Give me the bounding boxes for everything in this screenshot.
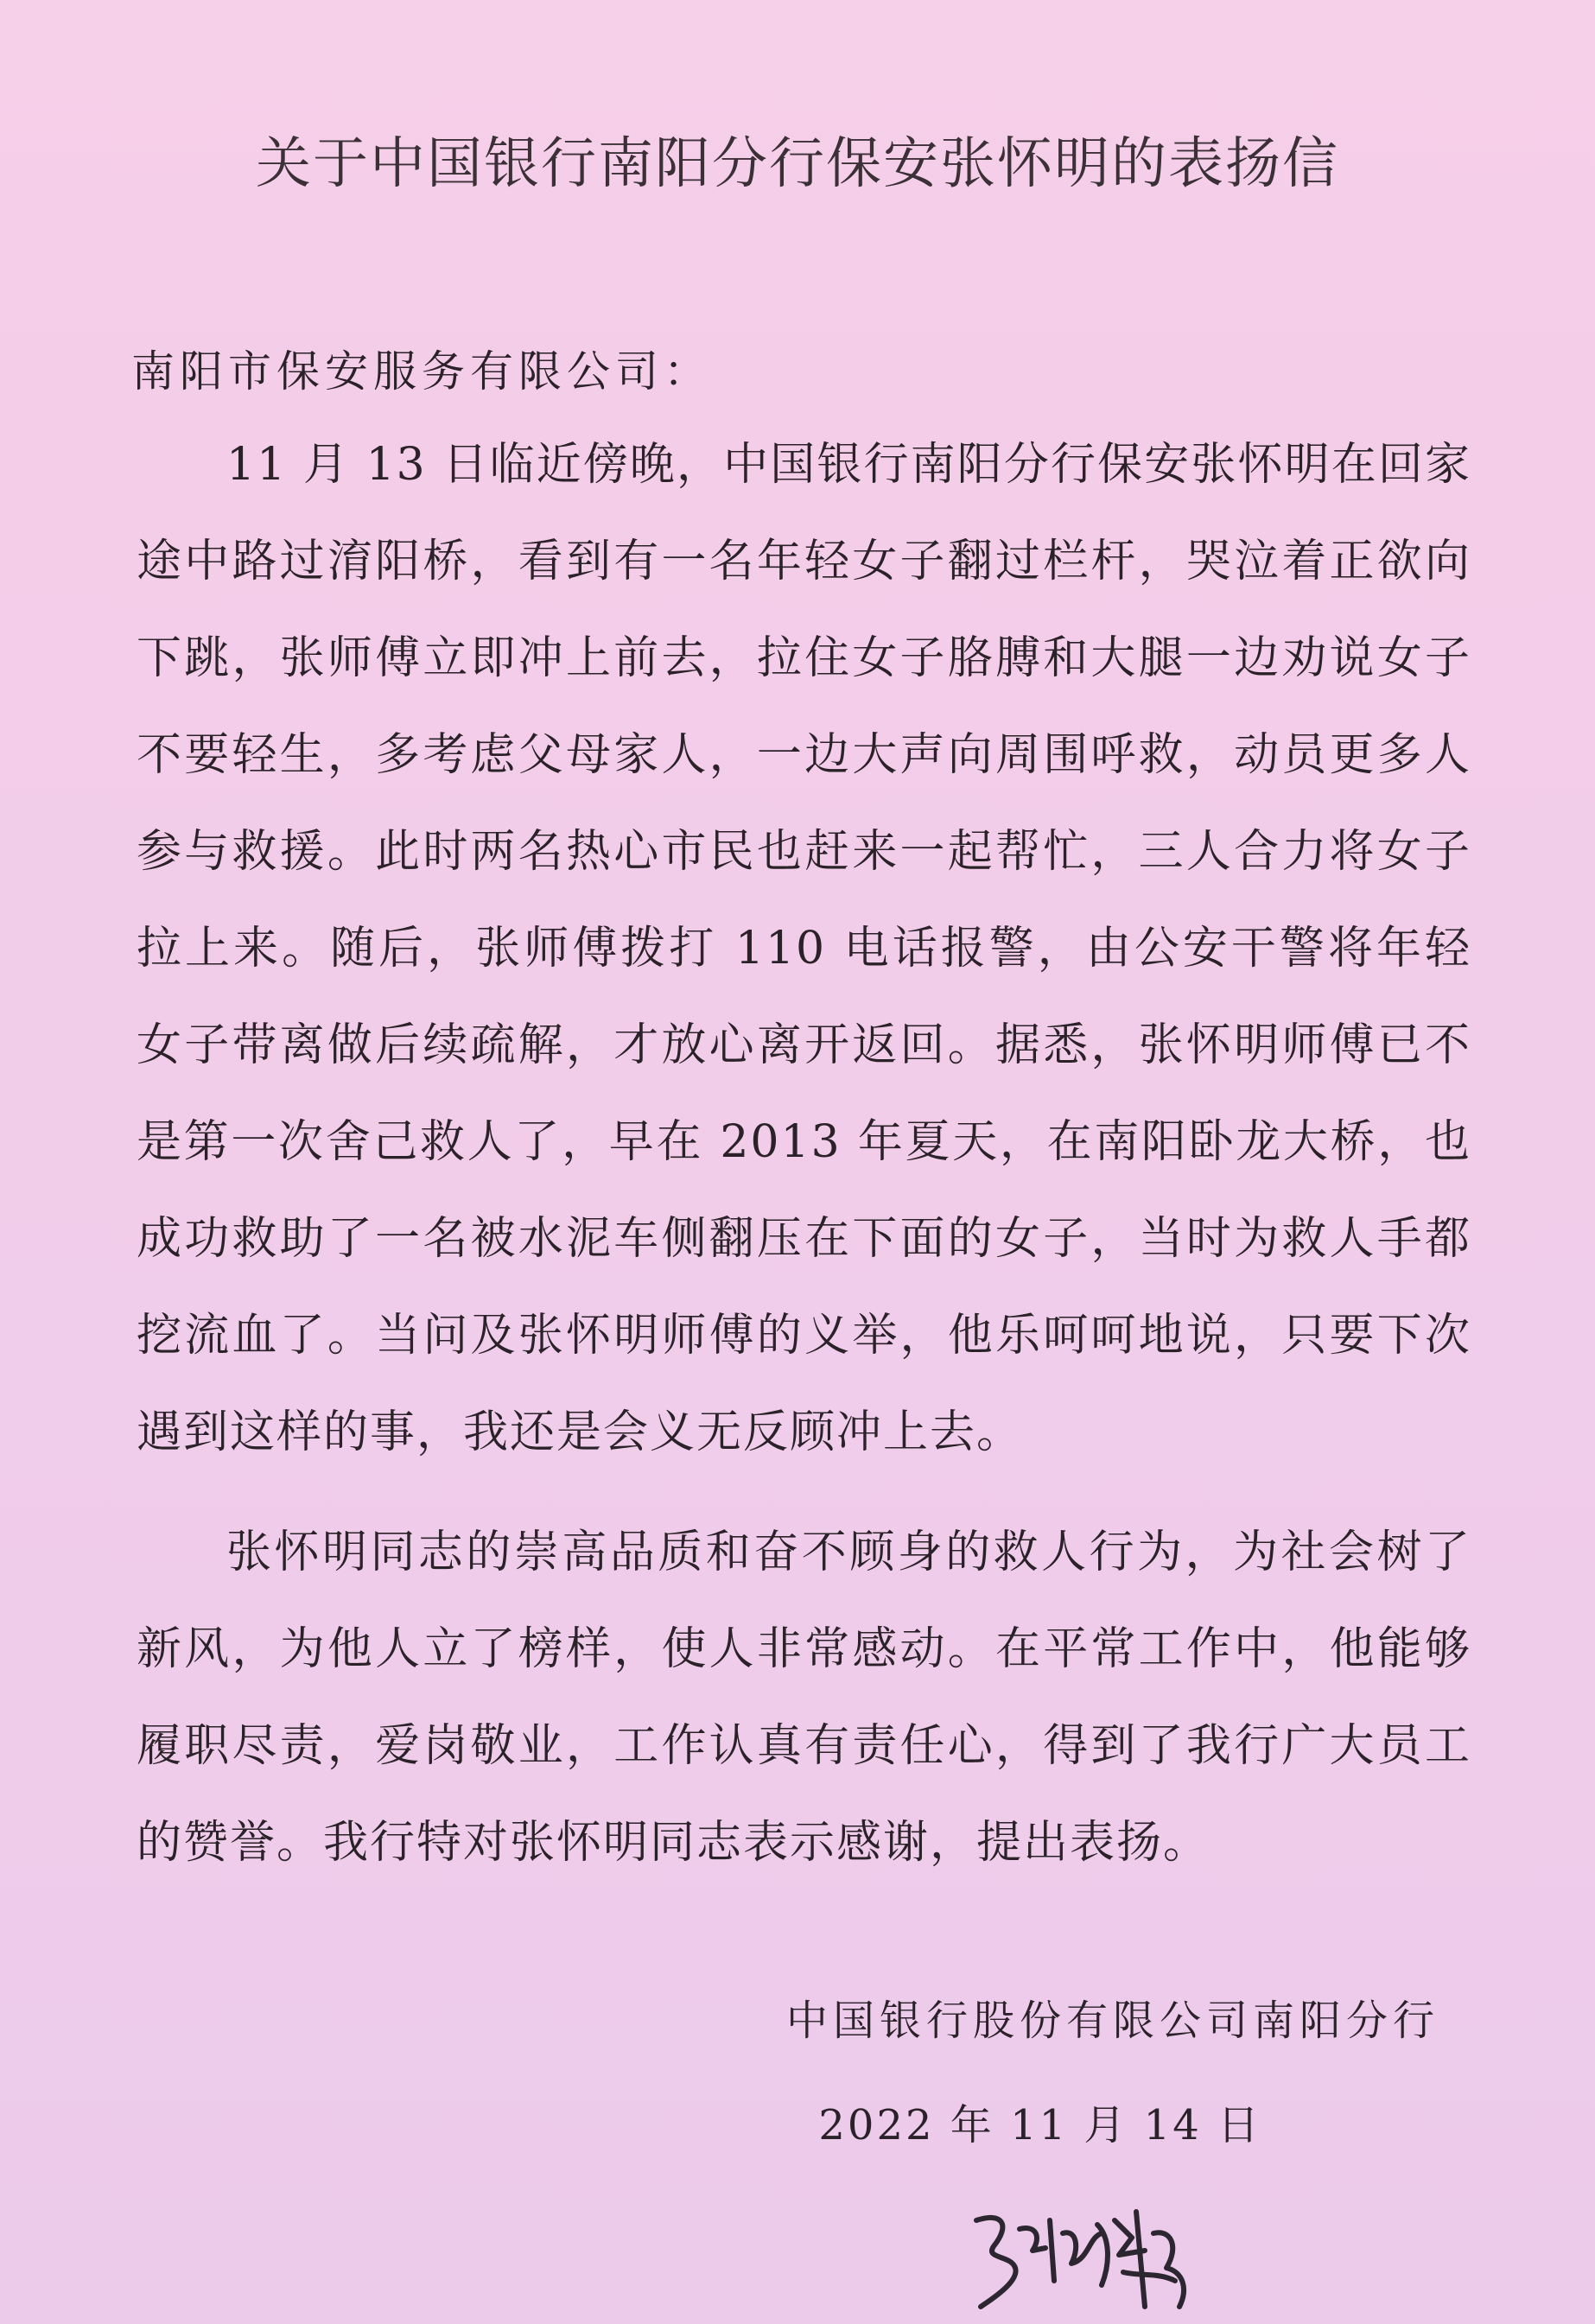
letter-salutation: 南阳市保安服务有限公司： (131, 346, 712, 397)
letter-title: 关于中国银行南阳分行保安张怀明的表扬信 (256, 132, 1339, 196)
letter-sender: 中国银行股份有限公司南阳分行 (785, 1997, 1439, 2045)
letter-date: 2022 年 11 月 14 日 (818, 2101, 1261, 2149)
letter-paragraph-1: 11 月 13 日临近傍晚，中国银行南阳分行保安张怀明在回家途中路过淯阳桥，看到有一名年轻女子翻过栏杆，哭泣着正欲向下跳，张师傅立即冲上前去，拉住女子胳膊和大腿一边劝说女子不要轻生，多考虑父母家人，一边大声向周围呼救，动员更多人参与救援。此时两名热心市民也赶来一起帮忙，三人合力将女子拉上来。随后，张师傅拨打 110 电话报警，由公安干警将年轻女子带离做后续疏解，才放心离开返回。据悉，张怀明师傅已不是第一次舍己救人了，早在 2013 年夏天，在南阳卧龙大桥，也成功救助了一名被水泥车侧翻压在下面的女子，当时为救人手都挖流血了。当问及张怀明师傅的义举，他乐呵呵地说，只要下次遇到这样的事，我还是会义无反顾冲上去。 (137, 439, 1471, 1458)
letter-paragraph-2: 张怀明同志的崇高品质和奋不顾身的救人行为，为社会树了新风，为他人立了榜样，使人非常感动。在平常工作中，他能够履职尽责，爱岗敬业，工作认真有责任心，得到了我行广大员工的赞誉。我行特对张怀明同志表示感谢，提出表扬。 (137, 1527, 1471, 1869)
handwritten-signature (959, 2186, 1218, 2324)
